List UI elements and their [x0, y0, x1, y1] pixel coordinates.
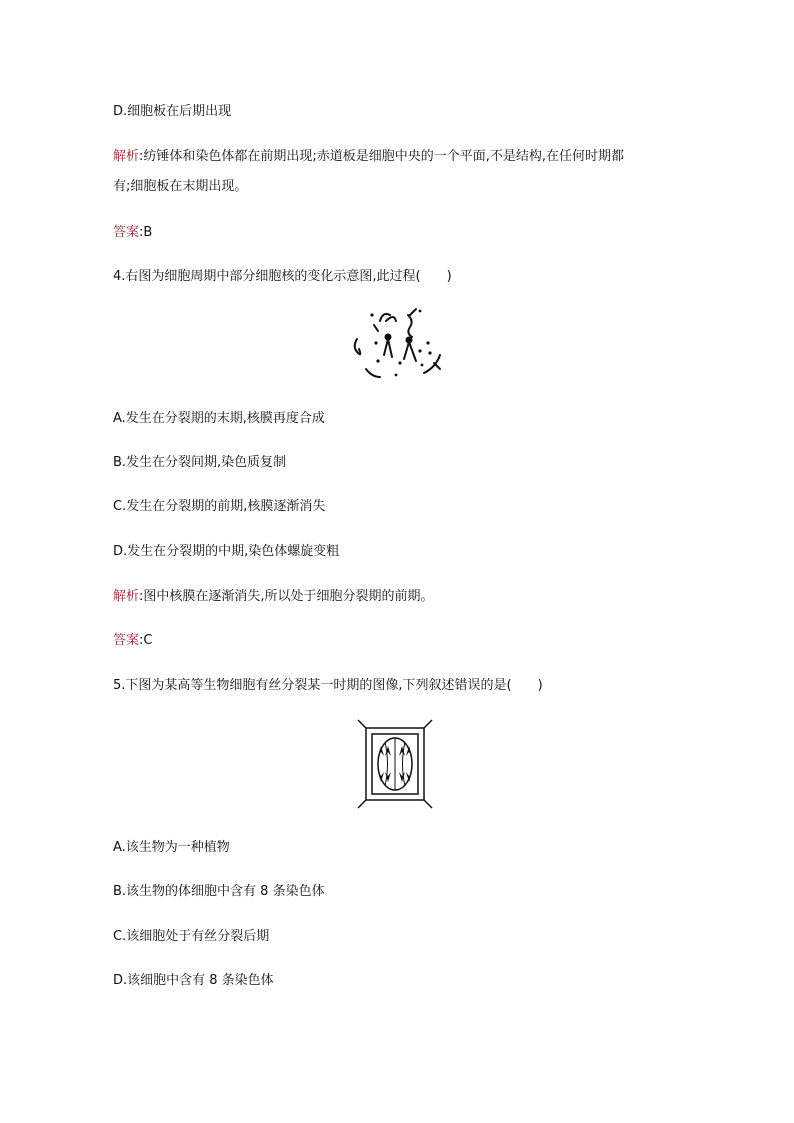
q4-option-b: B.发生在分裂间期,染色质复制 — [113, 455, 287, 470]
chromosome — [404, 342, 416, 361]
answer-label: 答案 — [113, 225, 140, 240]
answer-value: :B — [139, 225, 153, 240]
q3-analysis-continued: 有;细胞板在末期出现。 — [113, 179, 248, 194]
nuclear-envelope-fragment — [424, 355, 440, 373]
q5-option-d: D.该细胞中含有 8 条染色体 — [113, 973, 274, 988]
q3-answer — [113, 224, 152, 242]
q5-option-c: C.该细胞处于有丝分裂后期 — [113, 929, 270, 944]
q4-option-a: A.发生在分裂期的末期,核膜再度合成 — [113, 411, 325, 426]
chromosome — [378, 772, 384, 782]
chromosome — [406, 746, 412, 756]
chromosome — [408, 315, 412, 337]
q4-stem: 4.右图为细胞周期中部分细胞核的变化示意图,此过程( ) — [113, 269, 452, 284]
q4-option-d: D.发生在分裂期的中期,染色体螺旋变粗 — [113, 544, 340, 559]
nuclear-envelope-fragment — [366, 369, 380, 377]
q4-answer — [113, 632, 152, 650]
plant-cell-anaphase-figure — [352, 716, 438, 812]
centromere — [406, 337, 413, 344]
chromosome — [384, 339, 392, 357]
q4-option-c: C.发生在分裂期的前期,核膜逐渐消失 — [113, 499, 326, 514]
analysis-label: 解析 — [113, 149, 140, 164]
nuclear-envelope-fragment — [434, 363, 440, 369]
chromosome — [378, 746, 384, 756]
chromosome — [374, 325, 378, 331]
q5-stem: 5.下图为某高等生物细胞有丝分裂某一时期的图像,下列叙述错误的是( ) — [113, 678, 543, 693]
q5-option-a: A.该生物为一种植物 — [113, 840, 230, 855]
analysis-label: 解析 — [113, 589, 140, 604]
chromosome — [410, 309, 416, 315]
q3-option-d: D.细胞板在后期出现 — [113, 104, 232, 119]
analysis-text: :图中核膜在逐渐消失,所以处于细胞分裂期的前期。 — [139, 589, 434, 604]
q4-analysis — [113, 588, 434, 606]
q3-analysis — [113, 148, 624, 166]
nucleus-prophase-figure — [350, 303, 446, 385]
q5-option-b: B.该生物的体细胞中含有 8 条染色体 — [113, 884, 325, 899]
nuclear-envelope-fragment — [355, 339, 361, 354]
analysis-text: :纺锤体和染色体都在前期出现;赤道板是细胞中央的一个平面,不是结构,在任何时期都 — [139, 149, 625, 164]
centromere — [385, 334, 392, 341]
answer-value: :C — [139, 633, 153, 648]
answer-label: 答案 — [113, 633, 140, 648]
chromosome — [380, 314, 396, 321]
chromosome — [406, 772, 412, 782]
